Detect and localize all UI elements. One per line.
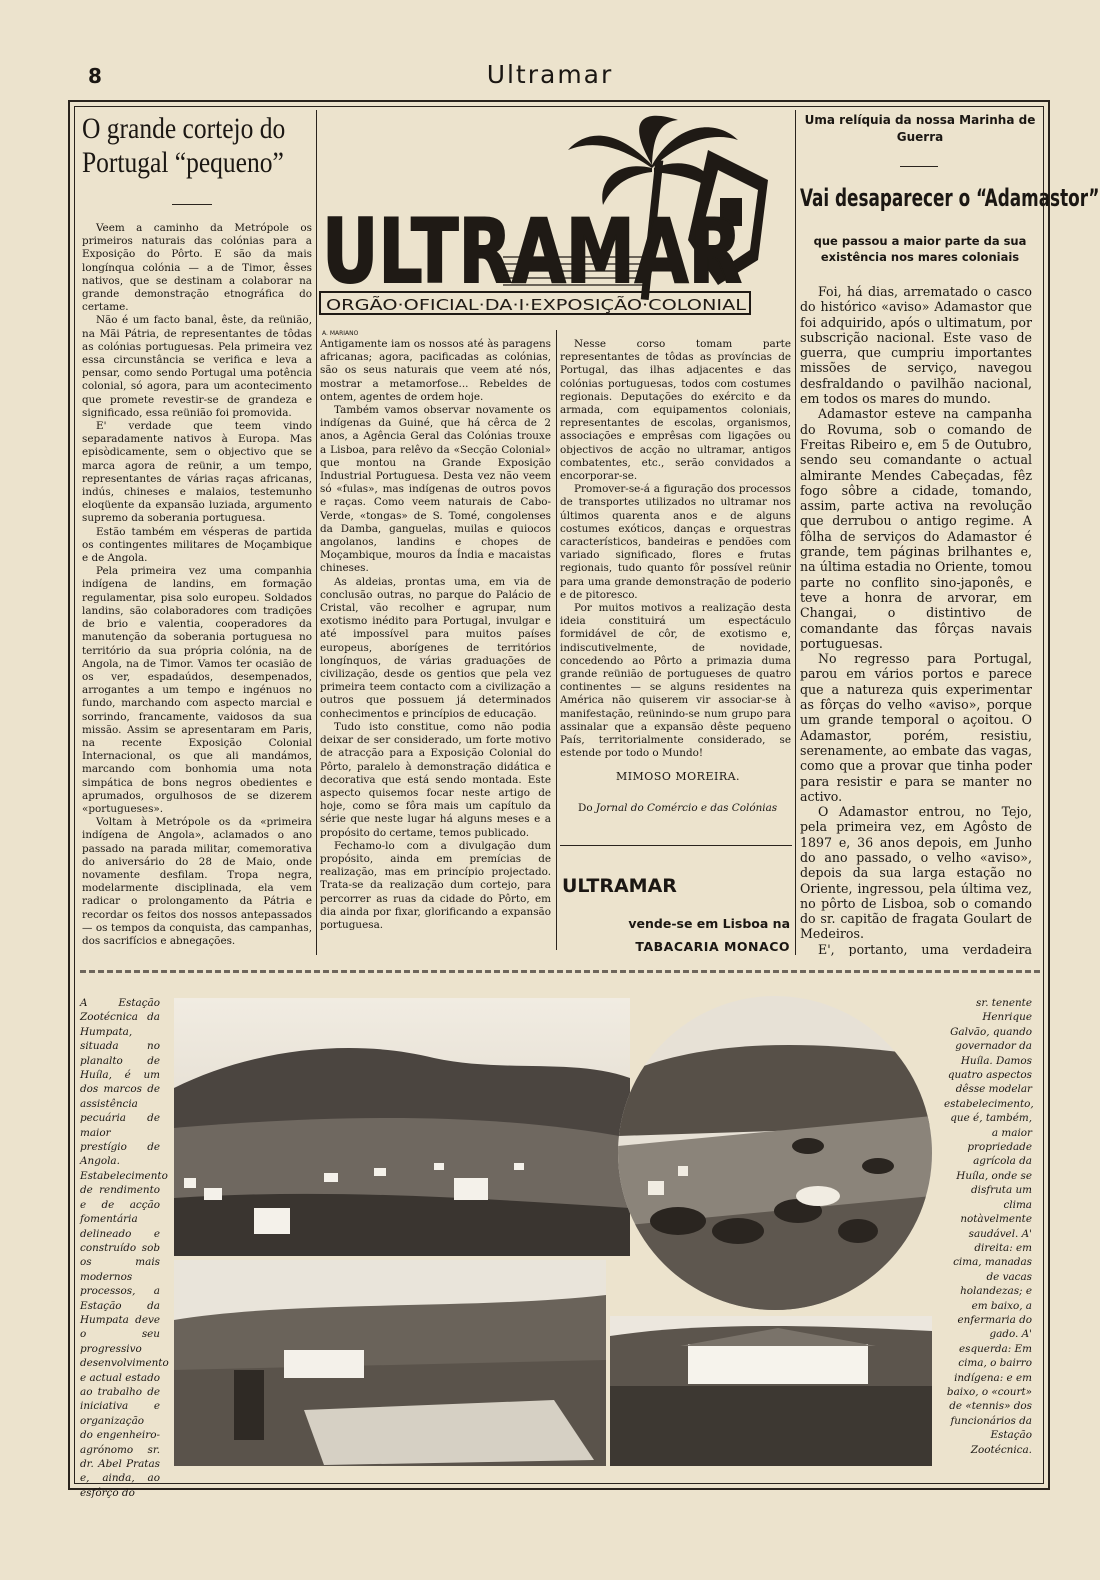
paragraph: Pela primeira vez uma companhia indígena de landins, em formação regulamentar, pisa solo europeu. Soldados landins, são colaboradores com tradições de brio e valentia, cooperadores da manutenção da soberania portuguesa no território da sua própria colónia, na de Angola, na de Timor. Vamos ter ocasião de os ver, espadaúdos, desempenados, arrogantes a um tempo e ingénuos no fundo, marchando com aspecto marcial e sorrindo, francamente, vaidosos da sua missão. Assim se apresentaram em Paris, na recente Exposição Colonial Internacional, os que ali mandámos, marcando com bonhomia uma nota simpática de bons negros obedientes e aprumados, orgulhosos de se dizerem «portugueses». bbox=[82, 565, 312, 815]
photo-bairro-indigena bbox=[174, 998, 630, 1256]
paragraph: Por muitos motivos a realização desta ideia constituirá um espectáculo formidável de côr, de exotismo e, indiscutivelmente, de novidade, concedendo ao Pôrto a primazia duma grande reünião de portugueses de quatro continentes — se alguns residentes na América não quiserem vir associar-se à manifestação, reünindo-se num grupo para assinalar que a expansão dêste pequeno País, territorialmente considerado, se estende por todo o Mundo! bbox=[560, 602, 791, 760]
page-number: 8 bbox=[88, 64, 102, 88]
cortejo-column-3 bbox=[560, 338, 791, 763]
paragraph: O Adamastor entrou, no Tejo, pela primeira vez, em Agôsto de 1897 e, 36 anos depois, em Junho do ano passado, o velho «aviso», depois da sua larga estação no Oriente, ingressou, pela última vez, no pôrto de Lisboa, sob o comando do sr. capitão de fragata Goulart de Medeiros. bbox=[800, 804, 1032, 942]
cortejo-headline-line2: Portugal “pequeno” bbox=[82, 146, 284, 179]
photo-caption-right: sr. tenente Henrique Galvão, quando governador da Huíla. Damos quatro aspectos dêsse modelar estabelecimento, que é, também, a maior propriedade agrícola da Huíla, onde se disfruta um clima notàvelmente saudável. A' direita: em cima, manadas de vacas holandezas; e em baixo, a enfermaria do gado. A' esquerda: Em cima, o bairro indígena: e em baixo, o «court» de «tennis» dos funcionários da Estação Zootécnica. bbox=[944, 997, 1034, 1456]
paragraph: Tudo isto constitue, como não podia deixar de ser considerado, um forte motivo de atracção para a Exposição Colonial do Pôrto, paralelo à demonstração didática e decorativa que está sendo montada. Este aspecto quisemos focar neste artigo de hoje, como se fôra mais um capítulo da série que neste lugar há alguns meses e a propósito do certame, temos publicado. bbox=[320, 720, 551, 839]
photo-caption-left: A Estação Zootécnica da Humpata, situada no planalto de Huíla, é um dos marcos de assistência pecuária de maior prestígio de Angola. Estabelecimento de rendimento e de acção fomentária delineado e construído sob os mais modernos processos, a Estação da Humpata deve o seu progressivo desenvolvimento e actual estado ao trabalho de iniciativa e organização do engenheiro-agrónomo sr. dr. Abel Pratas e, ainda, ao esfôrço do bbox=[80, 997, 169, 1499]
ultramar-logo bbox=[318, 110, 788, 330]
column-rule bbox=[795, 110, 796, 955]
paragraph: Também vamos observar novamente os indígenas da Guiné, que há cêrca de 2 anos, a Agência Geral das Colónias trouxe a Lisboa, para relêvo da «Secção Colonial» que montou na Grande Exposição Industrial Portuguesa. Desta vez não veem só «fulas», mas indígenas de outros povos e raças. Como veem naturais de Cabo-Verde, «tongas» de S. Tomé, congolenses da Damba, ganguelas, muilas e quiocos angolanos, landins e chopes de Moçambique, mouros da Índia e macaistas chineses. bbox=[320, 404, 551, 575]
paragraph: Adamastor esteve na campanha do Rovuma, sob o comando de Freitas Ribeiro e, em 5 de Outubro, sendo seu comandante o actual almirante Mendes Cabeçadas, fêz fogo sôbre a cidade, tomando, assim, parte activa na revolução que derrubou o antigo regime. A fôlha de serviços do Adamastor é grande, tem páginas brilhantes e, na última estadia no Oriente, tomou parte no conflito sino-japonês, e teve a honra de arvorar, em Changai, o distintivo de comandante das fôrças navais portuguesas. bbox=[800, 406, 1032, 651]
cortejo-headline-line1: O grande cortejo do bbox=[82, 112, 286, 145]
paragraph: E', portanto, uma verdadeira bbox=[818, 941, 1032, 956]
headline-rule bbox=[172, 204, 212, 205]
paragraph: Veem a caminho da Metrópole os primeiros naturais das colónias para a Exposição do Pôrto. E são da mais longínqua colónia — a de Timor, êsses nativos, que se destinam a colaborar na grande demonstração etnográfica do certame. bbox=[82, 222, 312, 314]
masthead-title: Ultramar bbox=[486, 60, 614, 89]
section-divider bbox=[80, 970, 1040, 973]
citation-prefix: Do bbox=[578, 802, 596, 814]
logo-wordmark: ULTRAMAR bbox=[322, 200, 742, 303]
paragraph: Não é um facto banal, êste, da reünião, na Mãi Pátria, de representantes de tôdas as colónias portuguesas. Pela primeira vez essa circunstância se verifica e leva a pensar, como sendo Portugal uma potência colonial, só agora, para um acontecimento que promete revestir-se de grandeza e significado, essa reünião foi promovida. bbox=[82, 314, 312, 419]
paragraph: Nesse corso tomam parte representantes de tôdas as províncias de Portugal, das ilhas adjacentes e das colónias portuguesas, todos com costumes regionais. Deputações do exército e da armada, com equipamentos coloniais, representantes de escolas, organismos, associações e emprêsas com ligações ou objectivos de acção no ultramar, antigos combatentes, etc., serão convidados a encorporar-se. bbox=[560, 338, 791, 483]
photo-manadas-vacas bbox=[618, 996, 932, 1310]
paragraph: Voltam à Metrópole os da «primeira indígena de Angola», aclamados o ano passado na parada militar, comemorativa do aniversário do 28 de Maio, onde novamente desfilam. Tropa negra, modelarmente disciplinada, ela vem radicar o prolongamento da Pátria e recordar os feitos dos nossos antepassados — os tempos da conquista, das campanhas, dos sacrifícios e abnegações. bbox=[82, 816, 312, 947]
adamastor-body bbox=[800, 284, 1032, 956]
paragraph: Estão também em vésperas de partida os contingentes militares de Moçambique e de Angola. bbox=[82, 525, 312, 565]
adamastor-kicker: Uma relíquia da nossa Marinha de Guerra bbox=[804, 113, 1036, 144]
paragraph: Fechamo-lo com a divulgação dum propósito, ainda em premícias de realização, mas em princípio projectado. Trata-se da realização dum cortejo, para percorrer as ruas da cidade do Pôrto, em dia ainda por fixar, glorificando a expansão portuguesa. bbox=[320, 839, 551, 931]
column-rule bbox=[556, 330, 557, 950]
advert-line-2: TABACARIA MONACO bbox=[635, 939, 790, 954]
paragraph: Promover-se-á a figuração dos processos de transportes utilizados no ultramar nos últimos quarenta anos e de alguns costumes exóticos, danças e orquestras característicos, bandeiras e pendões com variado significado, flores e frutas regionais, tudo quanto fôr possível reünir para uma grande demonstração de poderio e de pitoresco. bbox=[560, 483, 791, 601]
cortejo-column-1 bbox=[82, 222, 312, 952]
paragraph: No regresso para Portugal, parou em vários portos e parece que a natureza quis experimentar as fôrças do velho «aviso», porque um grande temporal o açoitou. O Adamastor, porém, resistiu, serenamente, ao embate das vagas, como que a provar que tinha poder para resistir e para se manter no activo. bbox=[800, 651, 1032, 804]
paragraph: Foi, há dias, arrematado o casco do histórico «aviso» Adamastor que foi adquirido, após o ultimatum, por subscrição nacional. Este vaso de guerra, que cumpriu importantes missões de serviço, navegou desfraldando o pavilhão nacional, em todos os mares do mundo. bbox=[800, 284, 1032, 407]
headline-rule bbox=[900, 166, 938, 167]
citation-source: Jornal do Comércio e das Colónias bbox=[595, 802, 778, 814]
column-rule bbox=[316, 110, 317, 955]
ad-rule bbox=[560, 845, 792, 846]
paragraph: Antigamente iam os nossos até às paragens africanas; agora, pacificadas as colónias, são os seus naturais que veem até nós, mostrar a metamorfose... Rebeldes de ontem, agentes de ordem hoje. bbox=[320, 338, 551, 403]
photo-court-tennis bbox=[174, 1260, 606, 1466]
advert-line-1: vende-se em Lisboa na bbox=[628, 916, 790, 931]
advert-title: ULTRAMAR bbox=[562, 875, 677, 897]
photo-enfermaria-gado bbox=[610, 1316, 932, 1466]
source-citation bbox=[578, 800, 792, 816]
adamastor-subhead: que passou a maior parte da sua existência nos mares coloniais bbox=[813, 234, 1027, 264]
cortejo-column-2 bbox=[320, 338, 551, 952]
logo-tagline: ORGÃO·OFICIAL·DA·I·EXPOSIÇÃO·COLONIAL bbox=[326, 296, 653, 314]
author-signature: MIMOSO MOREIRA. bbox=[615, 770, 741, 783]
paragraph: E' verdade que teem vindo separadamente nativos à Europa. Mas episòdicamente, sem o objectivo que se marca agora de reünir, a um tempo, representantes de várias raças africanas, indús, chineses e malaios, testemunho eloqüente da expansão luziada, argumento supremo da soberania portuguesa. bbox=[82, 420, 312, 525]
paragraph: As aldeias, prontas uma, em via de conclusão outras, no parque do Palácio de Cristal, vão recolher e agrupar, num exotismo inédito para Portugal, invulgar e até impossível para muitos países europeus, aborígenes de territórios longínquos, de várias graduações de civilização, desde os gentios que pela vez primeira teem contacto com a civilização a outros que possuem já determinados conhecimentos e princípios de educação. bbox=[320, 575, 551, 720]
adamastor-headline: Vai desaparecer o “Adamastor” bbox=[800, 184, 1100, 212]
logo-credit: A. MARIANO bbox=[322, 330, 359, 337]
cortejo-headline bbox=[82, 112, 318, 180]
